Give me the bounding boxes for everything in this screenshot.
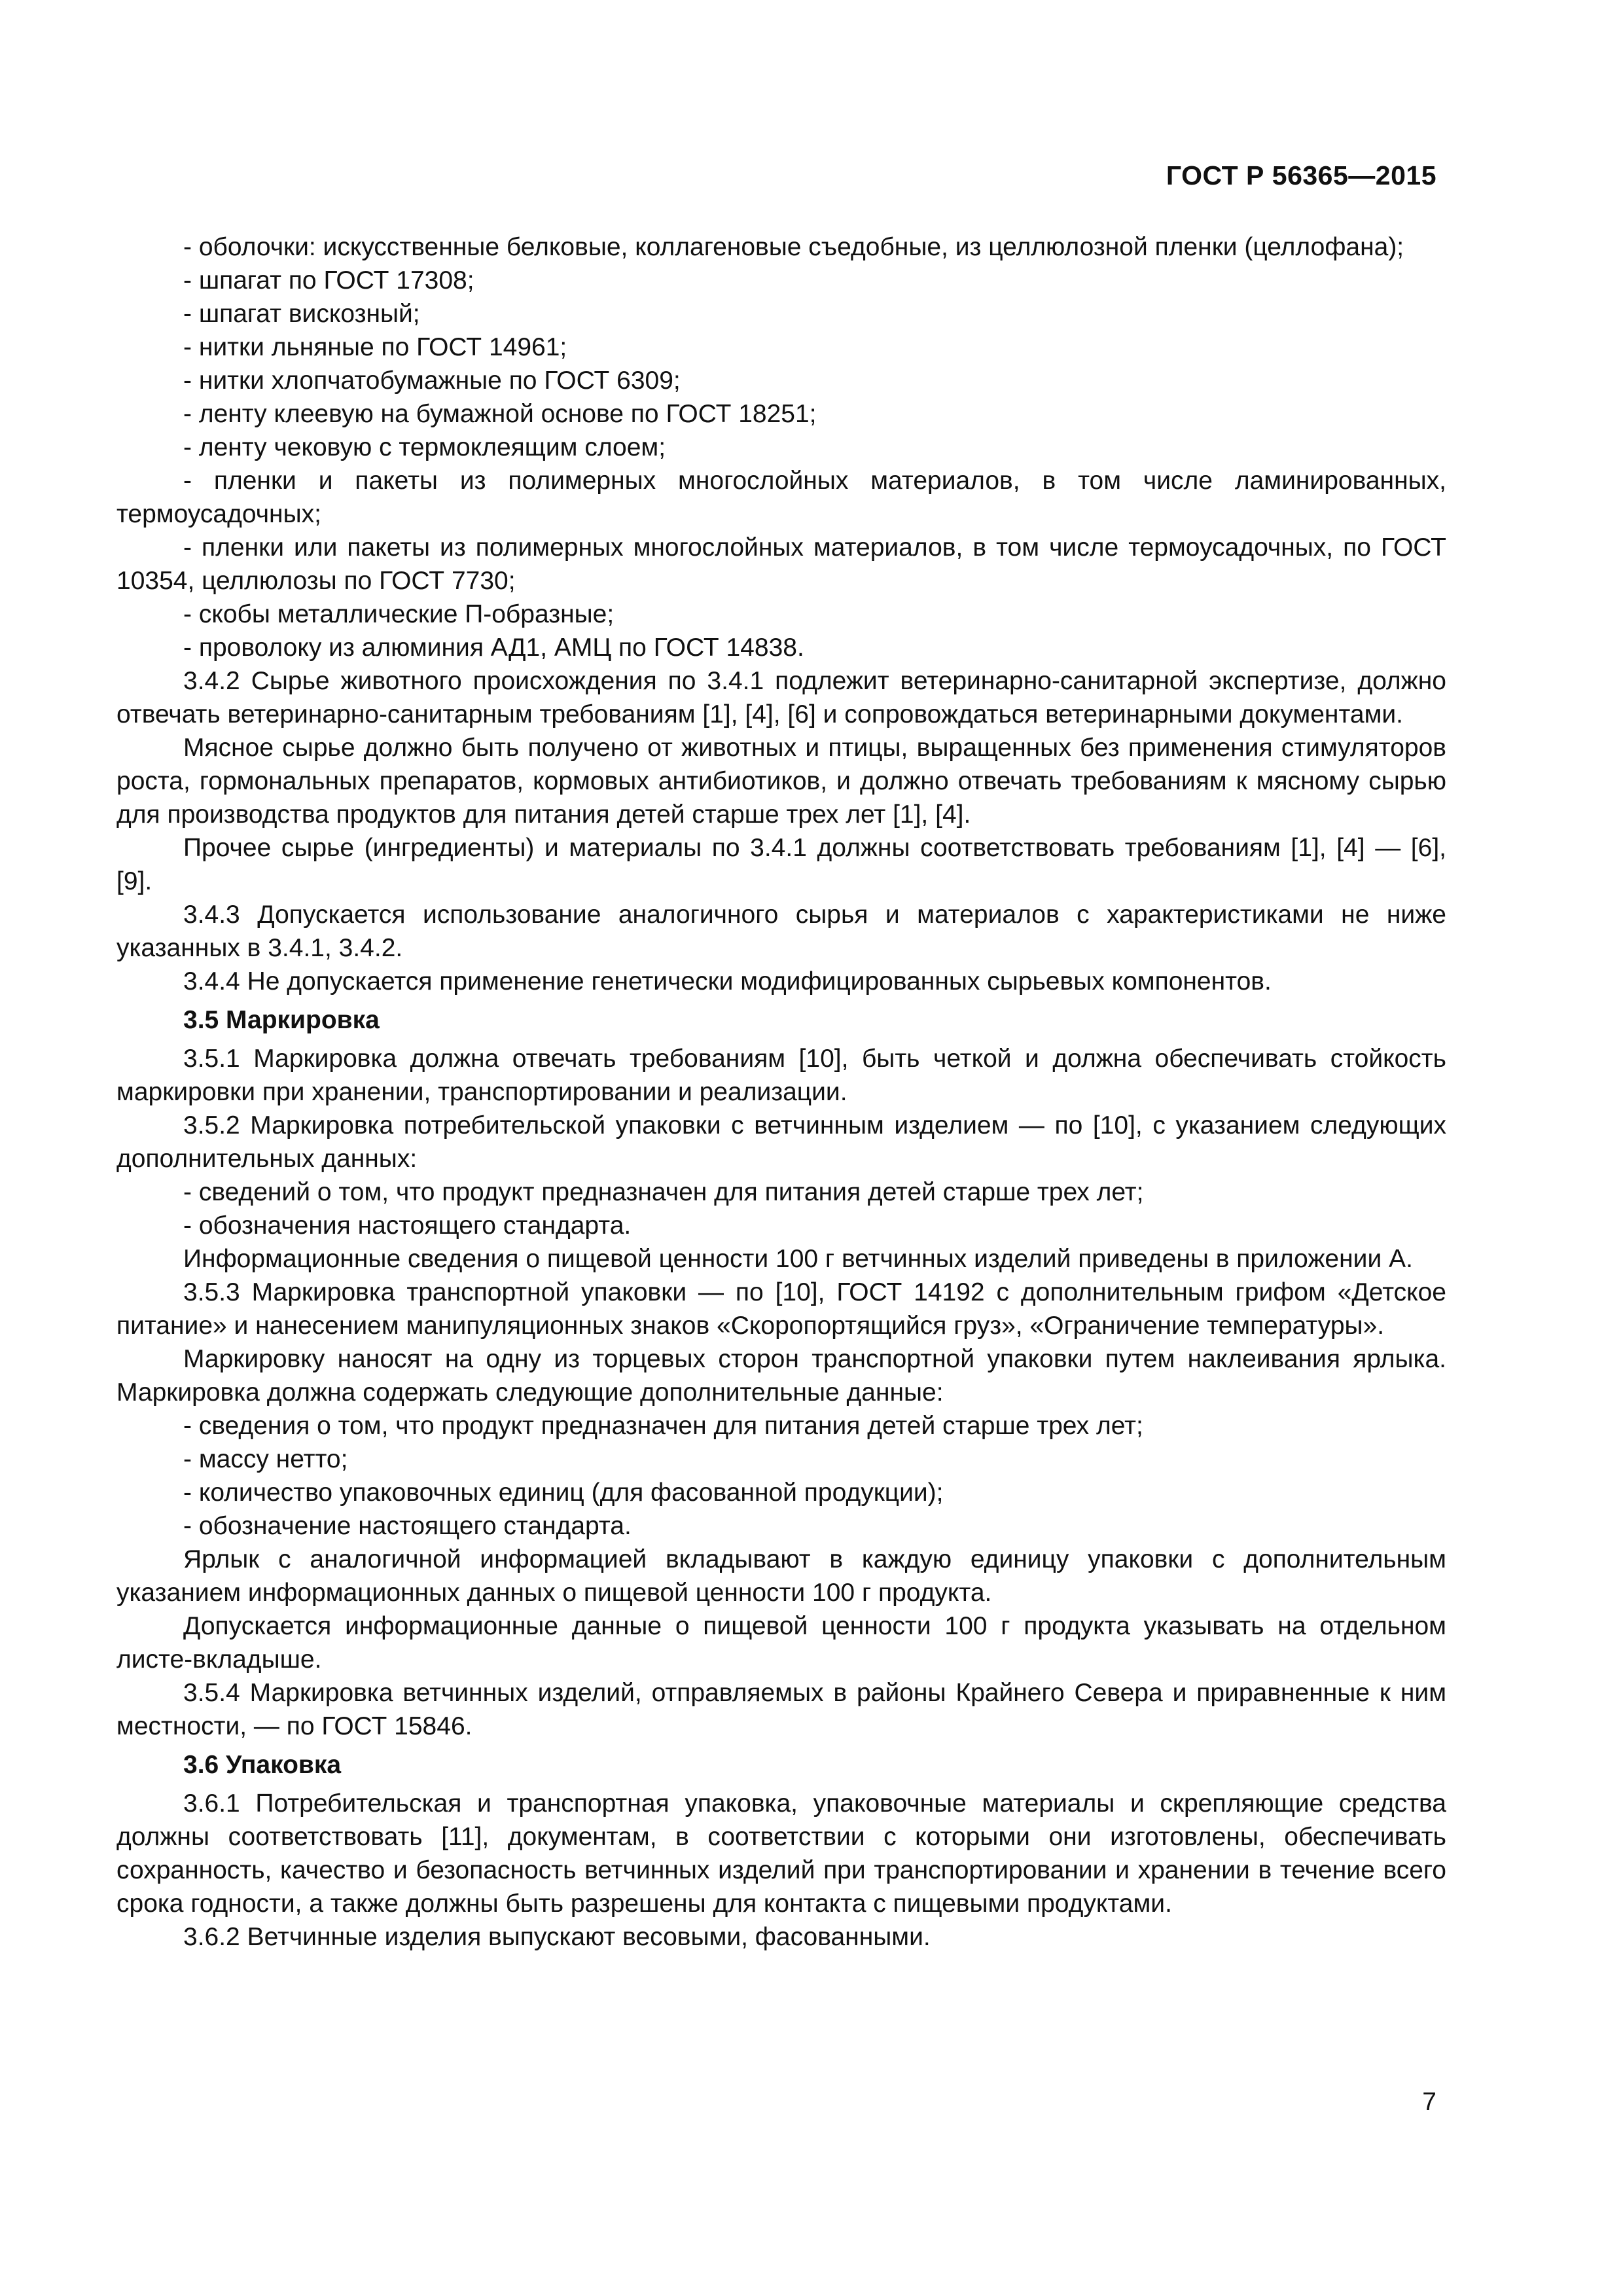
body-paragraph: - обозначение настоящего стандарта.	[183, 1512, 632, 1540]
body-paragraph: - скобы металлические П-образные;	[183, 600, 615, 628]
section-heading: 3.6 Упаковка	[183, 1751, 342, 1779]
body-paragraph: Информационные сведения о пищевой ценности 100 г ветчинных изделий приведены в приложении А.	[183, 1245, 1413, 1273]
body-paragraph: - сведений о том, что продукт предназначен для питания детей старше трех лет;	[183, 1178, 1144, 1206]
body-paragraph: - пленки и пакеты из полимерных многослойных материалов, в том числе ламинированных, термоусадочных;	[116, 467, 1446, 528]
page-number: 7	[1422, 2088, 1436, 2116]
document-body	[116, 230, 1446, 1954]
body-paragraph: - нитки хлопчатобумажные по ГОСТ 6309;	[183, 367, 681, 395]
document-header-id: ГОСТ Р 56365—2015	[1166, 160, 1436, 190]
body-paragraph: - количество упаковочных единиц (для фасованной продукции);	[183, 1479, 944, 1507]
section-heading: 3.5 Маркировка	[183, 1006, 380, 1034]
body-paragraph: - шпагат вискозный;	[183, 300, 420, 328]
body-paragraph: Прочее сырье (ингредиенты) и материалы по 3.4.1 должны соответствовать требованиям [1], [4] — [6], [9].	[116, 834, 1446, 895]
body-paragraph: 3.4.3 Допускается использование аналогичного сырья и материалов с характеристиками не ниже указанных в 3.4.1, 3.4.2.	[116, 901, 1446, 962]
body-paragraph: 3.4.4 Не допускается применение генетически модифицированных сырьевых компонентов.	[183, 967, 1272, 996]
body-paragraph: - обозначения настоящего стандарта.	[183, 1211, 632, 1240]
body-paragraph: - нитки льняные по ГОСТ 14961;	[183, 333, 567, 361]
body-paragraph: - ленту чековую с термоклеящим слоем;	[183, 433, 666, 461]
body-paragraph: Допускается информационные данные о пищевой ценности 100 г продукта указывать на отдельном листе-вкладыше.	[116, 1612, 1446, 1674]
body-paragraph: 3.4.2 Сырье животного происхождения по 3.4.1 подлежит ветеринарно-санитарной экспертизе, должно отвечать ветеринарно-санитарным требованиям [1], [4], [6] и сопровождаться ветеринарными документами.	[116, 667, 1446, 728]
body-paragraph: Мясное сырье должно быть получено от животных и птицы, выращенных без применения стимуляторов роста, гормональных препаратов, кормовых антибиотиков, и должно отвечать требованиям к мясному сырью для производства продуктов для питания детей старше трех лет [1], [4].	[116, 734, 1446, 829]
body-paragraph: 3.5.2 Маркировка потребительской упаковки с ветчинным изделием — по [10], с указанием следующих дополнительных данных:	[116, 1111, 1446, 1173]
body-paragraph: 3.6.1 Потребительская и транспортная упаковка, упаковочные материалы и скрепляющие средства должны соответствовать [11], документам, в соответствии с которыми они изготовлены, обеспечивать сохранность, качество и безопасность ветчинных изделий при транспортировании и хранении в течение всего срока годности, а также должны быть разрешены для контакта с пищевыми продуктами.	[116, 1789, 1446, 1918]
body-paragraph: 3.5.1 Маркировка должна отвечать требованиям [10], быть четкой и должна обеспечивать стойкость маркировки при хранении, транспортировании и реализации.	[116, 1045, 1446, 1106]
body-paragraph: 3.5.4 Маркировка ветчинных изделий, отправляемых в районы Крайнего Севера и приравненные к ним местности, — по ГОСТ 15846.	[116, 1679, 1446, 1740]
body-paragraph: - пленки или пакеты из полимерных многослойных материалов, в том числе термоусадочных, по ГОСТ 10354, целлюлозы по ГОСТ 7730;	[116, 533, 1446, 595]
body-paragraph: - массу нетто;	[183, 1445, 348, 1473]
body-paragraph: - шпагат по ГОСТ 17308;	[183, 266, 474, 295]
body-paragraph: Маркировку наносят на одну из торцевых сторон транспортной упаковки путем наклеивания ярлыка. Маркировка должна содержать следующие дополнительные данные:	[116, 1345, 1446, 1407]
body-paragraph: - проволоку из алюминия АД1, АМЦ по ГОСТ 14838.	[183, 634, 804, 662]
body-paragraph: 3.6.2 Ветчинные изделия выпускают весовыми, фасованными.	[183, 1923, 931, 1951]
body-paragraph: - ленту клеевую на бумажной основе по ГОСТ 18251;	[183, 400, 817, 428]
body-paragraph: - сведения о том, что продукт предназначен для питания детей старше трех лет;	[183, 1412, 1143, 1440]
body-paragraph: - оболочки: искусственные белковые, коллагеновые съедобные, из целлюлозной пленки (целлофана);	[183, 233, 1404, 261]
body-paragraph: 3.5.3 Маркировка транспортной упаковки — по [10], ГОСТ 14192 с дополнительным грифом «Детское питание» и нанесением манипуляционных знаков «Скоропортящийся груз», «Ограничение температуры».	[116, 1278, 1446, 1340]
body-paragraph: Ярлык с аналогичной информацией вкладывают в каждую единицу упаковки с дополнительным указанием информационных данных о пищевой ценности 100 г продукта.	[116, 1545, 1446, 1607]
